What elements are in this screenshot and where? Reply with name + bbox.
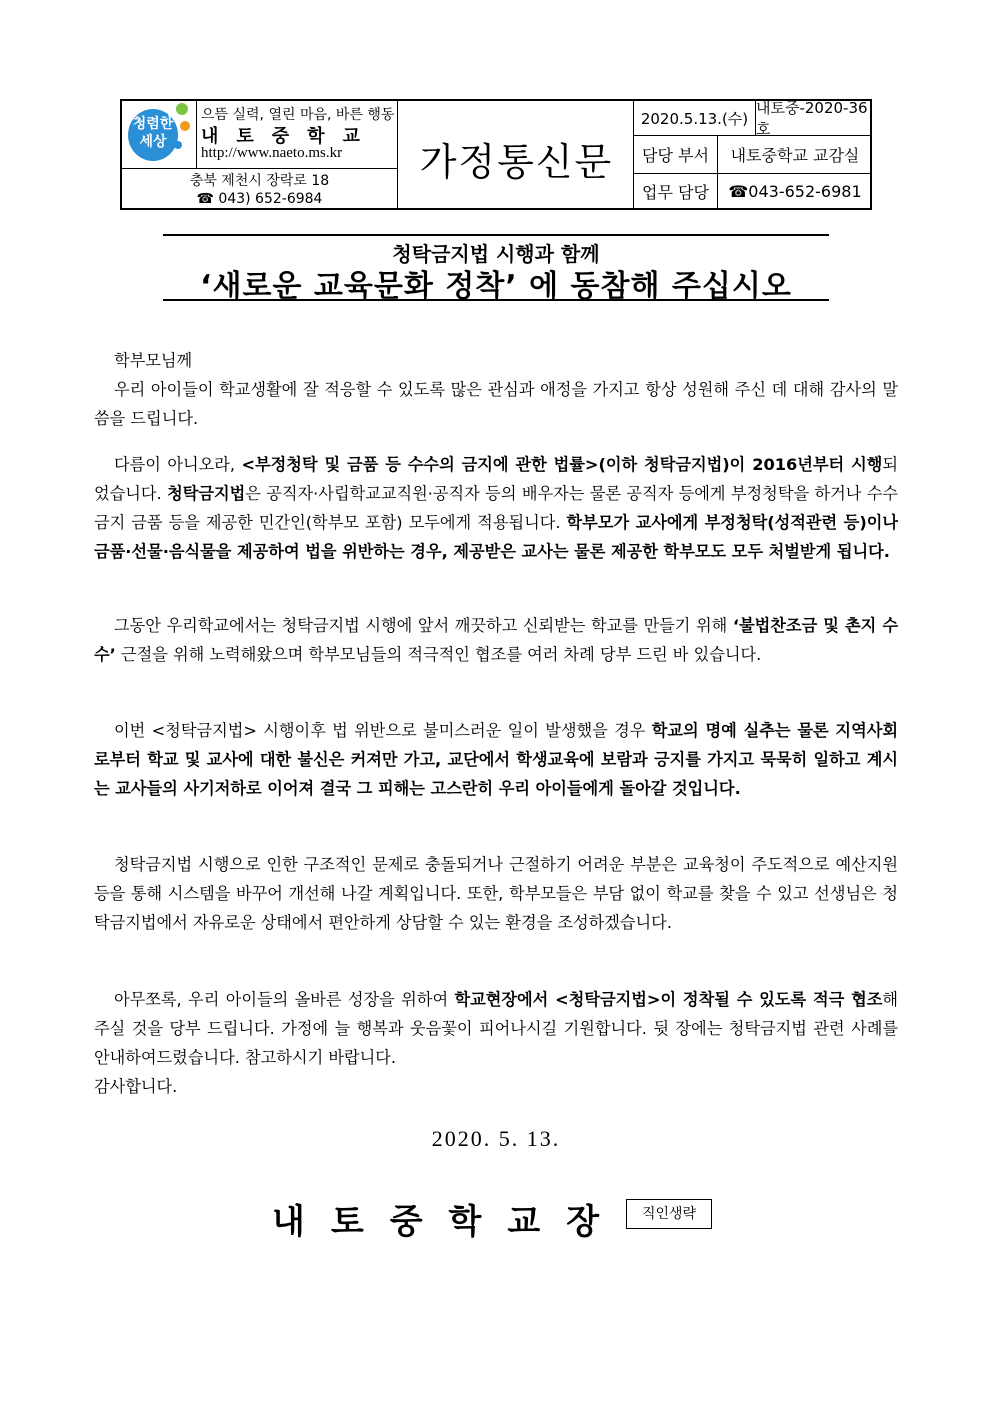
p6-bold: 학교현장에서 <청탁금지법>이 정착될 수 있도록 적극 협조 (454, 990, 883, 1009)
logo-text-2: 세상 (139, 134, 167, 150)
p4-bold: 학교의 명예 실추는 물론 지역사회로부터 학교 및 교사에 대한 불신은 커져만 가고, 교단에서 학생교육에 보람과 긍지를 가지고 묵묵히 일하고 계시는 교사들의 사기저하로 이어져 결국 그 피해는 고스란히 우리 아이들에게 돌아갈 것입니다. (94, 721, 898, 798)
headline-top-rule (163, 234, 829, 236)
staff-phone: ☎043-652-6981 (728, 181, 862, 201)
p3-text: 근절을 위해 노력해왔으며 학부모님들의 적극적인 협조를 여러 차례 당부 드린 바 있습니다. (115, 645, 762, 664)
logo-dot-icon (174, 141, 182, 149)
letter-intro (94, 346, 898, 433)
paragraph-1: 우리 아이들이 학교생활에 잘 적응할 수 있도록 많은 관심과 애정을 가지고 항상 성원해 주신 데 대해 감사의 말씀을 드립니다. (94, 380, 898, 428)
p3-bold: ‘불법찬조금 및 촌지 수수’ (94, 616, 899, 664)
p6-text: 아무쪼록, 우리 아이들의 올바른 성장을 위하여 (114, 990, 455, 1009)
dept-value: 내토중학교 교감실 (718, 136, 872, 174)
headline-subtitle: 청탁금지법 시행과 함께 (392, 242, 600, 266)
p2-text: 은 공직자·사립학교교직원·공직자 등의 배우자는 물론 공직자 등에게 부정청탁을 하거나 수수 금지 금품 등을 제공한 민간인(학부모 포함) 모두에게 적용됩니다. (94, 484, 898, 532)
signer-name: 내토중학교장 (272, 1202, 626, 1242)
staff-label: 업무 담당 (634, 174, 718, 208)
p3-text: 그동안 우리학교에서는 청탁금지법 시행에 앞서 깨끗하고 신뢰받는 학교를 만들기 위해 (114, 616, 733, 635)
logo-dot-icon (180, 121, 190, 131)
p2-bold: <부정청탁 및 금품 등 수수의 금지에 관한 법률>(이하 청탁금지법)이 2016년부터 시행 (241, 455, 883, 474)
document-title: 가정통신문 (419, 140, 614, 184)
school-logo (122, 101, 197, 169)
headline-title: ‘새로운 교육문화 정착’ 에 동참해 주십시오 (200, 269, 792, 304)
p2-text: 다름이 아니오라, (114, 455, 242, 474)
school-motto: 으뜸 실력, 열린 마음, 바른 행동 (201, 107, 395, 123)
logo-emblem (128, 109, 178, 161)
headline-bottom-rule (163, 299, 829, 301)
closing: 감사합니다. (94, 1077, 178, 1096)
paragraph-4 (94, 716, 898, 803)
p4-text: 이번 <청탁금지법> 시행이후 법 위반으로 불미스러운 일이 발생했을 경우 (114, 721, 652, 740)
issue-date: 2020.5.13.(수) (634, 101, 756, 136)
paragraph-5 (94, 850, 898, 937)
letterhead-table (120, 99, 872, 210)
p2-bold: 청탁금지법 (167, 484, 246, 503)
p6-text: 해 주실 것을 당부 드립니다. 가정에 늘 행복과 웃음꽃이 피어나시길 기원합니다. 뒷 장에는 청탁금지법 관련 사례를 안내하여드렸습니다. 참고하시기 바랍니다. (94, 990, 899, 1067)
greeting: 학부모님께 (114, 351, 193, 370)
letter-date: 2020. 5. 13. (431, 1126, 561, 1151)
paragraph-3 (94, 611, 898, 669)
p5-text: 청탁금지법 시행으로 인한 구조적인 문제로 충돌되거나 근절하기 어려운 부분은 교육청이 주도적으로 예산지원 등을 통해 시스템을 바꾸어 개선해 나갈 계획입니다. 또한, 학부모들은 부담 없이 학교를 찾을 수 있고 선생님은 청탁금지법에서 자유로운 상태에서 편안하게 상담할 수 있는 환경을 조성하겠습니다. (94, 855, 898, 932)
logo-dot-icon (176, 103, 188, 115)
paragraph-2 (94, 450, 898, 566)
seal-omitted-stamp: 직인생략 (626, 1199, 712, 1229)
p2-text: 되었습니다. (94, 455, 898, 503)
dept-label: 담당 부서 (634, 136, 718, 174)
school-name: 내토중학교 (201, 126, 378, 147)
school-address-box (122, 169, 397, 210)
logo-text-1: 청렴한 (132, 116, 174, 132)
school-info (197, 101, 397, 169)
school-url[interactable]: http://www.naeto.ms.kr (201, 145, 343, 161)
school-phone: ☎ 043) 652-6984 (196, 191, 323, 207)
paragraph-6 (94, 985, 898, 1101)
school-address: 충북 제천시 장락로 18 (189, 173, 330, 189)
document-title-box (397, 101, 634, 208)
document-number: 내토중-2020-36호 (756, 101, 872, 136)
p2-bold: 학부모가 교사에게 부정청탁(성적관련 등)이나 금품·선물·음식물을 제공하여 법을 위반하는 경우, 제공받은 교사는 물론 제공한 학부모도 모두 처벌받게 됩니다. (94, 513, 898, 561)
